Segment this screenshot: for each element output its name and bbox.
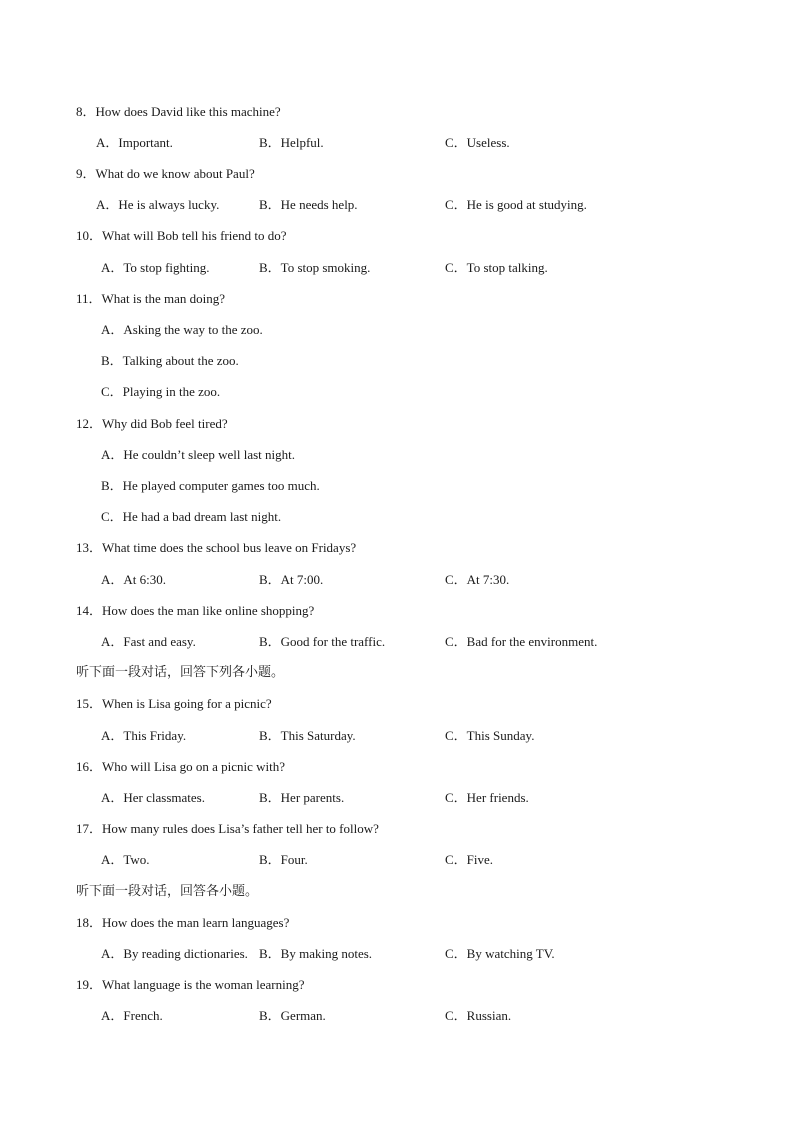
question-8-option-c: C．Useless. xyxy=(445,135,510,150)
question-17-option-a: A．Two. xyxy=(101,852,150,867)
question-15-option-c: C．This Sunday. xyxy=(445,728,535,743)
question-18-stem: 18．How does the man learn languages? xyxy=(76,915,290,930)
question-9-stem: 9．What do we know about Paul? xyxy=(76,166,255,181)
question-17-option-b: B．Four. xyxy=(259,852,308,867)
question-11-option-a: A．Asking the way to the zoo. xyxy=(101,322,263,337)
question-10-stem: 10．What will Bob tell his friend to do? xyxy=(76,228,287,243)
question-10-option-a: A．To stop fighting. xyxy=(101,260,210,275)
question-16-option-a: A．Her classmates. xyxy=(101,790,205,805)
question-14-option-b: B．Good for the traffic. xyxy=(259,634,386,649)
question-11-option-c: C．Playing in the zoo. xyxy=(101,384,221,399)
question-16-option-b: B．Her parents. xyxy=(259,790,345,805)
question-15-option-a: A．This Friday. xyxy=(101,728,187,743)
question-13-option-c: C．At 7:30. xyxy=(445,572,510,587)
question-18-option-a: A．By reading dictionaries. xyxy=(101,946,248,961)
question-12-option-b: B．He played computer games too much. xyxy=(101,478,320,493)
question-13-option-b: B．At 7:00. xyxy=(259,572,324,587)
question-14-stem: 14．How does the man like online shopping? xyxy=(76,603,315,618)
question-9-option-b: B．He needs help. xyxy=(259,197,358,212)
question-10-option-c: C．To stop talking. xyxy=(445,260,548,275)
section-instruction-1: 听下面一段对话，回答下列各小题。 xyxy=(76,665,285,680)
question-14-option-c: C．Bad for the environment. xyxy=(445,634,598,649)
question-13-stem: 13．What time does the school bus leave on Fridays? xyxy=(76,540,357,555)
question-19-option-b: B．German. xyxy=(259,1008,326,1023)
question-19-stem: 19．What language is the woman learning? xyxy=(76,977,305,992)
question-9-option-a: A．He is always lucky. xyxy=(96,197,220,212)
question-17-option-c: C．Five. xyxy=(445,852,494,867)
question-9-option-c: C．He is good at studying. xyxy=(445,197,587,212)
question-8-option-b: B．Helpful. xyxy=(259,135,324,150)
question-18-option-c: C．By watching TV. xyxy=(445,946,555,961)
question-13-option-a: A．At 6:30. xyxy=(101,572,167,587)
question-18-option-b: B．By making notes. xyxy=(259,946,373,961)
question-12-option-a: A．He couldn’t sleep well last night. xyxy=(101,447,296,462)
question-17-stem: 17．How many rules does Lisa’s father tell her to follow? xyxy=(76,821,379,836)
question-11-option-b: B．Talking about the zoo. xyxy=(101,353,239,368)
question-15-stem: 15．When is Lisa going for a picnic? xyxy=(76,696,272,711)
question-8-stem: 8．How does David like this machine? xyxy=(76,104,281,119)
question-19-option-c: C．Russian. xyxy=(445,1008,512,1023)
question-11-stem: 11．What is the man doing? xyxy=(76,291,225,306)
question-10-option-b: B．To stop smoking. xyxy=(259,260,371,275)
question-15-option-b: B．This Saturday. xyxy=(259,728,356,743)
question-16-stem: 16．Who will Lisa go on a picnic with? xyxy=(76,759,286,774)
section-instruction-2: 听下面一段对话，回答各小题。 xyxy=(76,884,259,899)
question-12-option-c: C．He had a bad dream last night. xyxy=(101,509,282,524)
question-8-option-a: A．Important. xyxy=(96,135,173,150)
question-12-stem: 12．Why did Bob feel tired? xyxy=(76,416,228,431)
question-19-option-a: A．French. xyxy=(101,1008,163,1023)
question-16-option-c: C．Her friends. xyxy=(445,790,529,805)
question-14-option-a: A．Fast and easy. xyxy=(101,634,196,649)
